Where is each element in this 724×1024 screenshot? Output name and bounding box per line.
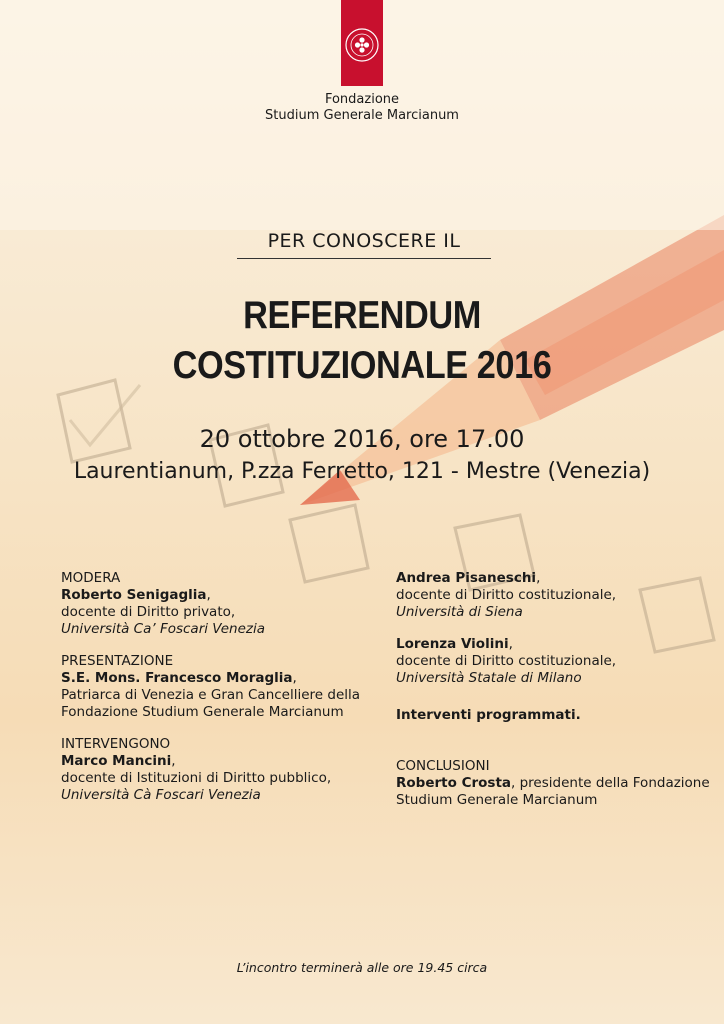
modera-name: Roberto Senigaglia	[61, 587, 207, 603]
modera-affiliation: Università Ca’ Foscari Venezia	[61, 621, 266, 637]
speaker2-role: docente di Diritto costituzionale,	[396, 653, 617, 669]
title-line2: COSTITUZIONALE 2016	[172, 344, 552, 387]
interventi-programmati: Interventi programmati.	[396, 707, 581, 723]
intervengono-block: INTERVENGONO Marco Mancini, docente di Istituzioni di Diritto pubblico, Università Cà Foscari Venezia	[61, 736, 381, 804]
speaker2-affiliation: Università Statale di Milano	[396, 670, 582, 686]
foundation-name-line1: Fondazione	[324, 92, 400, 107]
seal-icon	[341, 0, 383, 86]
presentazione-role-line1: Patriarca di Venezia e Gran Cancelliere della	[61, 687, 361, 703]
intervengono-name: Marco Mancini	[61, 753, 172, 769]
interventi-block	[396, 707, 716, 724]
speaker1-affiliation: Università di Siena	[396, 604, 523, 620]
intervengono-label: INTERVENGONO	[61, 736, 171, 752]
right-column	[396, 570, 716, 824]
event-venue: Laurentianum, P.zza Ferretto, 121 - Mestre (Venezia)	[73, 459, 651, 484]
conclusioni-label: CONCLUSIONI	[396, 758, 490, 774]
modera-label: MODERA	[61, 570, 121, 586]
conclusioni-block	[396, 758, 716, 809]
modera-role: docente di Diritto privato,	[61, 604, 236, 620]
event-date: 20 ottobre 2016, ore 17.00	[199, 425, 525, 453]
conclusioni-role-line1: , presidente della Fondazione	[511, 775, 710, 791]
presentazione-role-line2: Fondazione Studium Generale Marcianum	[61, 704, 344, 720]
left-column	[61, 570, 381, 819]
speaker1-role: docente di Diritto costituzionale,	[396, 587, 617, 603]
presentazione-name: S.E. Mons. Francesco Moraglia	[61, 670, 293, 686]
kicker-heading: PER CONOSCERE IL	[237, 230, 491, 259]
conclusioni-name: Roberto Crosta	[396, 775, 512, 791]
conclusioni-role-line2: Studium Generale Marcianum	[396, 792, 598, 808]
speaker1-name: Andrea Pisaneschi	[396, 570, 537, 586]
presentazione-label: PRESENTAZIONE	[61, 653, 174, 669]
title-line1: REFERENDUM	[243, 294, 481, 337]
intervengono-role: docente di Istituzioni di Diritto pubblico,	[61, 770, 332, 786]
foundation-name-line2: Studium Generale Marcianum	[265, 108, 459, 123]
intervengono-affiliation: Università Cà Foscari Venezia	[61, 787, 261, 803]
closing-note: L’incontro terminerà alle ore 19.45 circa	[236, 960, 488, 975]
modera-block: MODERA Roberto Senigaglia, docente di Diritto privato, Università Ca’ Foscari Venezia	[61, 570, 381, 638]
speaker1-block: Andrea Pisaneschi, docente di Diritto costituzionale, Università di Siena	[396, 570, 716, 621]
logo-ribbon	[341, 0, 383, 86]
presentazione-block: PRESENTAZIONE S.E. Mons. Francesco Moraglia, Patriarca di Venezia e Gran Cancelliere della Fondazione Studium Generale Marcianum	[61, 653, 381, 721]
speaker2-name: Lorenza Violini	[396, 636, 509, 652]
speaker2-block: Lorenza Violini, docente di Diritto costituzionale, Università Statale di Milano	[396, 636, 716, 687]
